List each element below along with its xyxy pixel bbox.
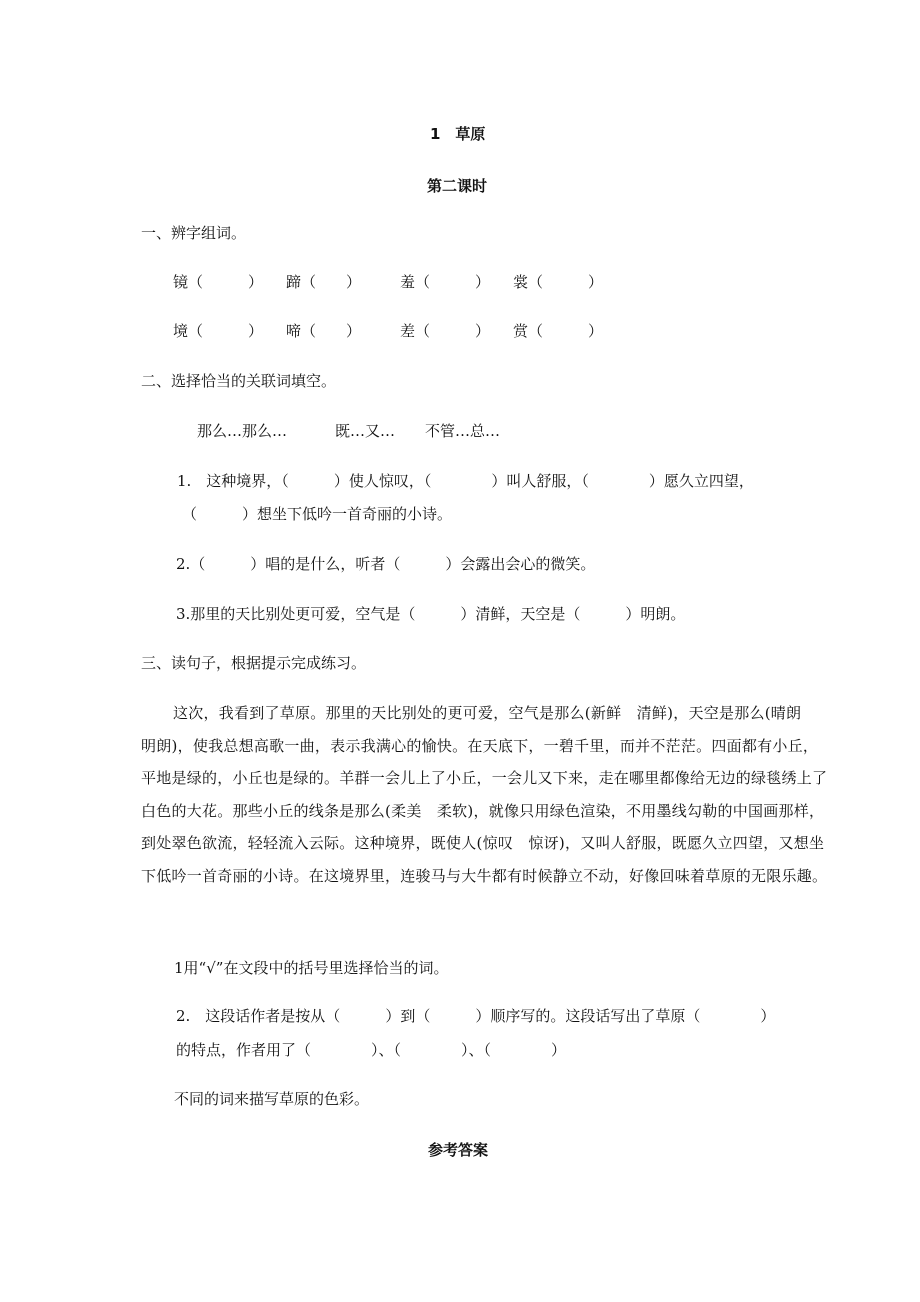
word-group-item: 赏（ ） bbox=[513, 322, 604, 340]
word-group-item: 蹄（ ） bbox=[286, 273, 362, 291]
reading-question-2-line-3: 不同的词来描写草原的色彩。 bbox=[174, 1090, 370, 1108]
conjunction-option: 既…又… bbox=[335, 422, 396, 440]
fill-question-2: 2.（ ）唱的是什么，听者（ ）会露出会心的微笑。 bbox=[176, 555, 596, 573]
conjunction-option: 那么…那么… bbox=[197, 422, 288, 440]
answer-heading: 参考答案 bbox=[428, 1141, 489, 1159]
word-group-item: 羞（ ） bbox=[400, 273, 491, 291]
fill-question-3: 3.那里的天比别处更可爱，空气是（ ）清鲜，天空是（ ）明朗。 bbox=[176, 605, 686, 623]
reading-question-2-line-2: 的特点，作者用了（ ）、（ ）、（ ） bbox=[176, 1041, 567, 1059]
reading-question-1: 1用“√”在文段中的括号里选择恰当的词。 bbox=[174, 959, 449, 977]
word-group-item: 境（ ） bbox=[173, 322, 264, 340]
reading-question-2-line-1: 2. 这段话作者是按从（ ）到（ ）顺序写的。这段话写出了草原（ ） bbox=[176, 1007, 776, 1025]
word-group-item: 裳（ ） bbox=[513, 273, 604, 291]
section-2-heading: 二、选择恰当的关联词填空。 bbox=[141, 372, 337, 390]
word-group-item: 啼（ ） bbox=[286, 322, 362, 340]
lesson-title: 1 草原 bbox=[430, 125, 486, 143]
lesson-subtitle: 第二课时 bbox=[427, 177, 488, 195]
section-1-heading: 一、辨字组词。 bbox=[141, 224, 247, 242]
section-3-heading: 三、读句子，根据提示完成练习。 bbox=[141, 654, 367, 672]
conjunction-option: 不管…总… bbox=[425, 422, 501, 440]
word-group-item: 差（ ） bbox=[400, 322, 491, 340]
reading-passage: 这次，我看到了草原。那里的天比别处的更可爱，空气是那么(新鲜 清鲜)，天空是那么(晴朗 明朗)，使我总想高歌一曲，表示我满心的愉快。在天底下，一碧千里，而并不茫茫。四面都有小丘，平地是绿的，小丘也是绿的。羊群一会儿上了小丘，一会儿又下来，走在哪里都像给无边的绿毯绣上了白色的大花。那些小丘的线条是那么(柔美 柔软)，就像只用绿色渲染，不用墨线勾勒的中国画那样，到处翠色欲流，轻轻流入云际。这种境界，既使人(惊叹 惊讶)，又叫人舒服，既愿久立四望，又想坐下低吟一首奇丽的小诗。在这境界里，连骏马与大牛都有时候静立不动，好像回味着草原的无限乐趣。 bbox=[141, 704, 828, 885]
word-group-item: 镜（ ） bbox=[173, 273, 264, 291]
fill-question-1-line-2: （ ）想坐下低吟一首奇丽的小诗。 bbox=[182, 505, 453, 523]
fill-question-1-line-1: 1. 这种境界，（ ）使人惊叹，（ ）叫人舒服，（ ）愿久立四望， bbox=[177, 472, 754, 490]
